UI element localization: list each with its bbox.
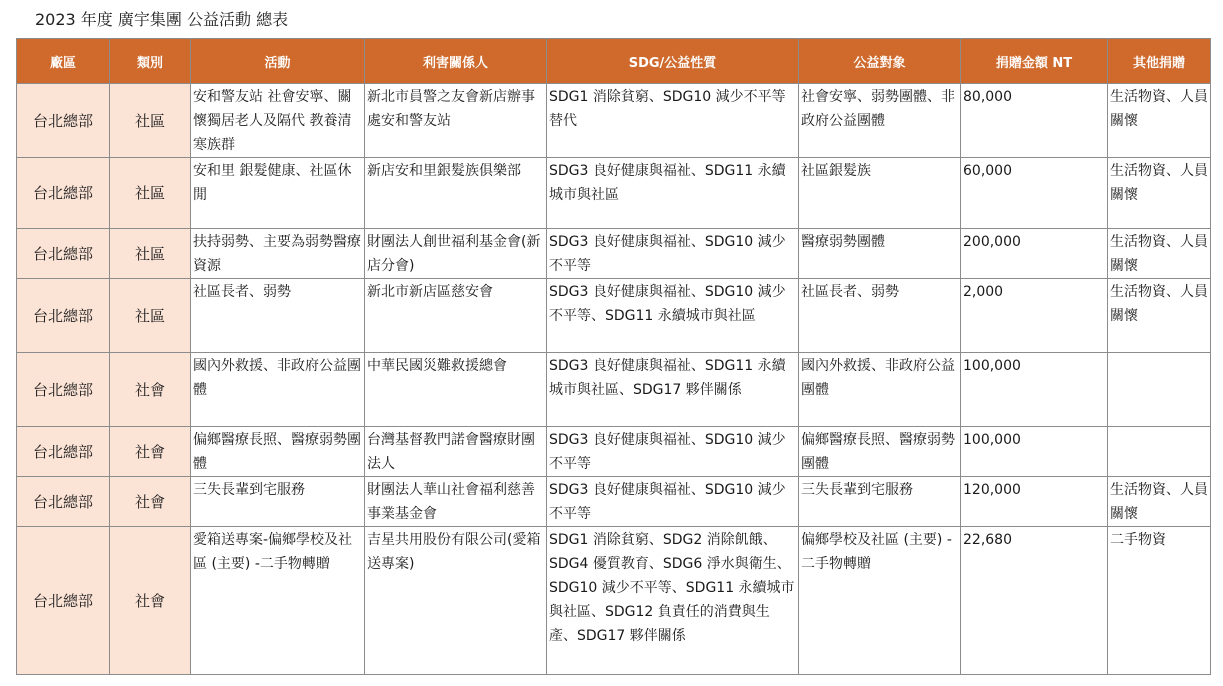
- cell-target: 三失長輩到宅服務: [799, 477, 961, 527]
- cell-area: 台北總部: [17, 229, 110, 279]
- cell-amount: 100,000: [961, 427, 1108, 477]
- cell-other: 生活物資、人員關懷: [1108, 229, 1211, 279]
- cell-amount: 100,000: [961, 353, 1108, 427]
- cell-sdg: SDG3 良好健康與福祉、SDG11 永續城市與社區、SDG17 夥伴關係: [547, 353, 799, 427]
- cell-activity: 愛箱送專案-偏鄉學校及社區 (主要) -二手物轉贈: [191, 527, 365, 675]
- cell-sdg: SDG3 良好健康與福祉、SDG10 減少不平等: [547, 427, 799, 477]
- table-row: [17, 279, 1211, 353]
- cell-amount: 2,000: [961, 279, 1108, 353]
- cell-sdg: SDG1 消除貧窮、SDG2 消除飢餓、SDG4 優質教育、SDG6 淨水與衛生、SDG10 減少不平等、SDG11 永續城市與社區、SDG12 負責任的消費與生產、SDG17 夥伴關係: [547, 527, 799, 675]
- header-sdg: SDG/公益性質: [547, 39, 799, 84]
- cell-activity: 國內外救援、非政府公益團體: [191, 353, 365, 427]
- table-header-row: [17, 39, 1211, 84]
- cell-target: 社區銀髮族: [799, 158, 961, 229]
- cell-amount: 120,000: [961, 477, 1108, 527]
- cell-area: 台北總部: [17, 427, 110, 477]
- cell-activity: 安和里 銀髮健康、社區休閒: [191, 158, 365, 229]
- cell-type: 社區: [110, 229, 191, 279]
- activities-table-container: [16, 38, 1210, 675]
- cell-activity: 安和警友站 社會安寧、關懷獨居老人及隔代 教養清寒族群: [191, 84, 365, 158]
- header-stakeholder: 利害關係人: [365, 39, 547, 84]
- cell-other: [1108, 353, 1211, 427]
- table-row: [17, 427, 1211, 477]
- cell-activity: 三失長輩到宅服務: [191, 477, 365, 527]
- cell-sdg: SDG3 良好健康與福祉、SDG11 永續城市與社區: [547, 158, 799, 229]
- cell-target: 偏鄉醫療長照、醫療弱勢團體: [799, 427, 961, 477]
- cell-target: 社區長者、弱勢: [799, 279, 961, 353]
- cell-amount: 200,000: [961, 229, 1108, 279]
- cell-stakeholder: 新店安和里銀髮族俱樂部: [365, 158, 547, 229]
- cell-amount: 60,000: [961, 158, 1108, 229]
- cell-stakeholder: 吉星共用股份有限公司(愛箱送專案): [365, 527, 547, 675]
- header-activity: 活動: [191, 39, 365, 84]
- cell-type: 社會: [110, 527, 191, 675]
- cell-other: 生活物資、人員關懷: [1108, 84, 1211, 158]
- cell-sdg: SDG3 良好健康與福祉、SDG10 減少不平等: [547, 477, 799, 527]
- table-row: [17, 527, 1211, 675]
- cell-stakeholder: 中華民國災難救援總會: [365, 353, 547, 427]
- cell-other: 生活物資、人員關懷: [1108, 158, 1211, 229]
- cell-type: 社會: [110, 427, 191, 477]
- cell-area: 台北總部: [17, 84, 110, 158]
- cell-type: 社會: [110, 353, 191, 427]
- cell-area: 台北總部: [17, 353, 110, 427]
- table-row: [17, 84, 1211, 158]
- cell-area: 台北總部: [17, 279, 110, 353]
- cell-sdg: SDG3 良好健康與福祉、SDG10 減少不平等、SDG11 永續城市與社區: [547, 279, 799, 353]
- cell-stakeholder: 台灣基督教門諾會醫療財團法人: [365, 427, 547, 477]
- cell-amount: 22,680: [961, 527, 1108, 675]
- cell-area: 台北總部: [17, 477, 110, 527]
- cell-target: 偏鄉學校及社區 (主要) -二手物轉贈: [799, 527, 961, 675]
- header-other: 其他捐贈: [1108, 39, 1211, 84]
- cell-other: [1108, 427, 1211, 477]
- table-row: [17, 158, 1211, 229]
- cell-activity: 偏鄉醫療長照、醫療弱勢團體: [191, 427, 365, 477]
- cell-other: 二手物資: [1108, 527, 1211, 675]
- table-row: [17, 229, 1211, 279]
- header-type: 類別: [110, 39, 191, 84]
- cell-type: 社區: [110, 84, 191, 158]
- cell-other: 生活物資、人員關懷: [1108, 477, 1211, 527]
- cell-amount: 80,000: [961, 84, 1108, 158]
- page-title: 2023 年度 廣宇集團 公益活動 總表: [35, 10, 289, 29]
- table-row: [17, 477, 1211, 527]
- header-area: 廠區: [17, 39, 110, 84]
- cell-stakeholder: 財團法人華山社會福利慈善事業基金會: [365, 477, 547, 527]
- table-row: [17, 353, 1211, 427]
- cell-type: 社區: [110, 279, 191, 353]
- header-target: 公益對象: [799, 39, 961, 84]
- cell-target: 醫療弱勢團體: [799, 229, 961, 279]
- cell-target: 國內外救援、非政府公益團體: [799, 353, 961, 427]
- cell-stakeholder: 新北市新店區慈安會: [365, 279, 547, 353]
- cell-activity: 扶持弱勢、主要為弱勢醫療資源: [191, 229, 365, 279]
- cell-other: 生活物資、人員關懷: [1108, 279, 1211, 353]
- header-amount: 捐贈金額 NT: [961, 39, 1108, 84]
- cell-activity: 社區長者、弱勢: [191, 279, 365, 353]
- cell-area: 台北總部: [17, 158, 110, 229]
- cell-area: 台北總部: [17, 527, 110, 675]
- cell-sdg: SDG1 消除貧窮、SDG10 減少不平等替代: [547, 84, 799, 158]
- activities-table: [16, 38, 1211, 675]
- cell-target: 社會安寧、弱勢團體、非政府公益團體: [799, 84, 961, 158]
- cell-type: 社會: [110, 477, 191, 527]
- cell-sdg: SDG3 良好健康與福祉、SDG10 減少不平等: [547, 229, 799, 279]
- cell-stakeholder: 新北市員警之友會新店辦事處安和警友站: [365, 84, 547, 158]
- cell-stakeholder: 財團法人創世福利基金會(新店分會): [365, 229, 547, 279]
- cell-type: 社區: [110, 158, 191, 229]
